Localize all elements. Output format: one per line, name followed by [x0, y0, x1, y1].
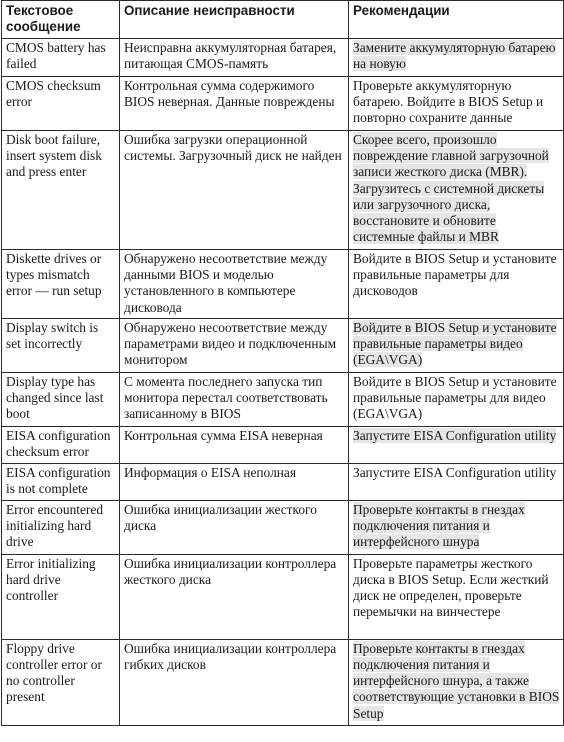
highlighted-recommendation: Запустите EISA Configuration utility [353, 427, 557, 443]
table-row [2, 77, 564, 131]
message-cell: Error initializing hard drive controller [2, 554, 120, 639]
table-row [2, 554, 564, 639]
recommendation-cell [349, 39, 564, 77]
message-cell: Diskette drives or types mismatch error — run setup [2, 250, 120, 319]
description-cell: Ошибка инициализации контроллера гибких дисков [120, 639, 349, 725]
message-cell: EISA configuration is not complete [2, 463, 120, 500]
header-recommendation: Рекомендации [349, 1, 564, 39]
highlighted-recommendation: Войдите в BIOS Setup и установите правильные параметры видео (EGA\VGA) [353, 319, 557, 368]
bios-error-table [1, 0, 564, 726]
description-cell: Ошибка загрузки операционной системы. Загрузочный диск не найден [120, 131, 349, 250]
recommendation-cell: Проверьте аккумуляторную батарею. Войдите в BIOS Setup и повторно сохраните данные [349, 77, 564, 131]
table-body [2, 39, 564, 726]
highlighted-recommendation: Скорее всего, произошло повреждение главной загрузочной записи жесткого диска (MBR). Загрузитесь с системной дискеты или загрузочного диска, восстановите и обновите системные файлы и MBR [353, 132, 549, 245]
header-message: Текстовое сообщение [2, 1, 120, 39]
recommendation-cell: Проверьте параметры жесткого диска в BIOS Setup. Если жесткий диск не определен, проверьте перемычки на винчестере [349, 554, 564, 639]
message-cell: Floppy drive controller error or no controller present [2, 639, 120, 725]
recommendation-cell [349, 131, 564, 250]
description-cell: Контрольная сумма EISA неверная [120, 426, 349, 463]
message-cell: Disk boot failure, insert system disk and press enter [2, 131, 120, 250]
highlighted-recommendation: Замените аккумуляторную батарею на новую [353, 40, 556, 72]
header-description: Описание неисправности [120, 1, 349, 39]
description-cell: Ошибка инициализации жесткого диска [120, 500, 349, 554]
table-header [2, 1, 564, 39]
message-cell: Display switch is set incorrectly [2, 318, 120, 372]
table-row [2, 500, 564, 554]
message-cell: CMOS battery has failed [2, 39, 120, 77]
description-cell: Неисправна аккумуляторная батарея, питающая CMOS-память [120, 39, 349, 77]
description-cell: Обнаружено несоответствие между параметрами видео и подключенным монитором [120, 318, 349, 372]
highlighted-recommendation: Проверьте контакты в гнездах подключения питания и интерфейсного шнура, а также соответствующие установки в BIOS Setup [353, 640, 560, 721]
message-cell: Display type has changed since last boot [2, 372, 120, 426]
recommendation-cell [349, 639, 564, 725]
table-row [2, 426, 564, 463]
description-cell: Информация о EISA неполная [120, 463, 349, 500]
table-row [2, 39, 564, 77]
table-row [2, 318, 564, 372]
description-cell: Контрольная сумма содержимого BIOS неверная. Данные повреждены [120, 77, 349, 131]
message-cell: CMOS checksum error [2, 77, 120, 131]
message-cell: Error encountered initializing hard drive [2, 500, 120, 554]
table-row [2, 372, 564, 426]
table-row [2, 250, 564, 319]
recommendation-cell: Войдите в BIOS Setup и установите правильные параметры для дисководов [349, 250, 564, 319]
table-row [2, 131, 564, 250]
description-cell: Ошибка инициализации контроллера жесткого диска [120, 554, 349, 639]
recommendation-cell [349, 318, 564, 372]
table-row [2, 639, 564, 725]
recommendation-cell: Запустите EISA Configuration utility [349, 463, 564, 500]
description-cell: С момента последнего запуска тип монитора перестал соответствовать записанному в BIOS [120, 372, 349, 426]
recommendation-cell [349, 426, 564, 463]
header-row [2, 1, 564, 39]
recommendation-cell: Войдите в BIOS Setup и установите правильные параметры для видео (EGA\VGA) [349, 372, 564, 426]
description-cell: Обнаружено несоответствие между данными BIOS и моделью установленного в компьютере дисковода [120, 250, 349, 319]
highlighted-recommendation: Проверьте контакты в гнездах подключения питания и интерфейсного шнура [353, 501, 525, 550]
message-cell: EISA configuration checksum error [2, 426, 120, 463]
recommendation-cell [349, 500, 564, 554]
table-row [2, 463, 564, 500]
